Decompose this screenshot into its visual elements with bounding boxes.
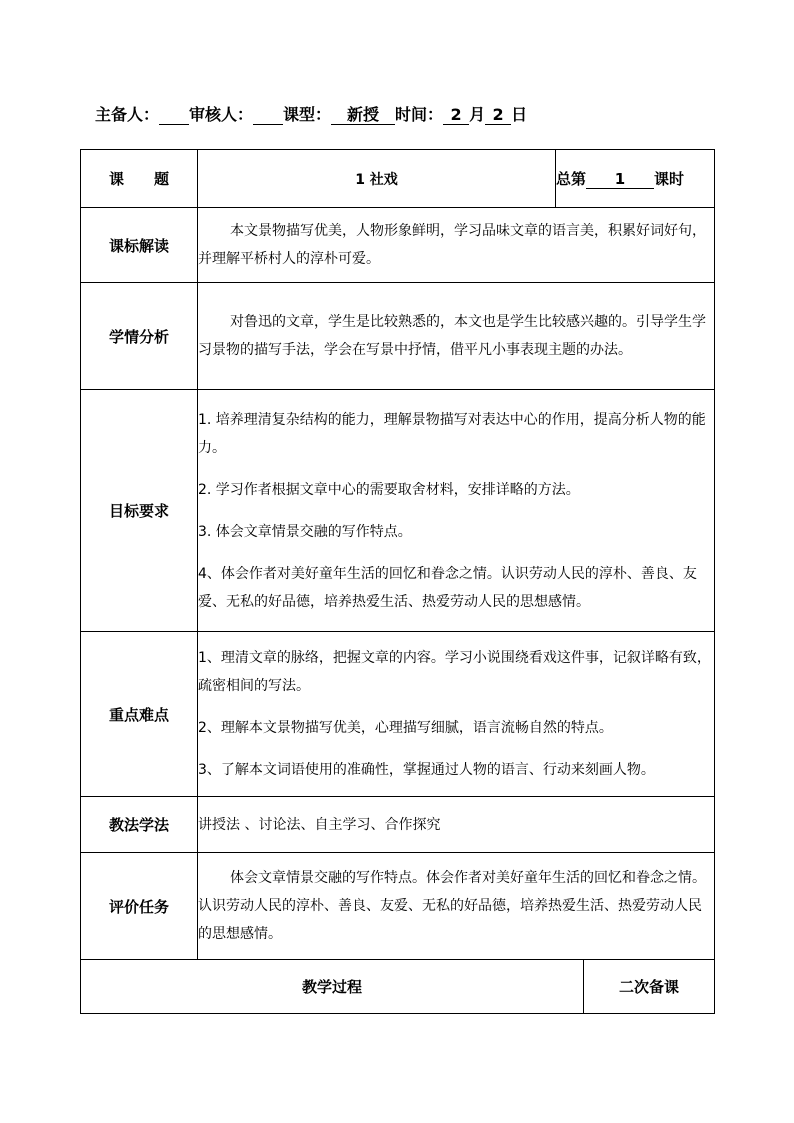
lesson-type-value: 新授 (331, 106, 395, 125)
row-content (198, 283, 715, 390)
second-prep-label: 二次备课 (584, 960, 715, 1014)
row-content (198, 208, 715, 283)
table-row (81, 208, 715, 283)
paragraph: 4、体会作者对美好童年生活的回忆和眷念之情。认识劳动人民的淳朴、善良、友爱、无私的好品德，培养热爱生活、热爱劳动人民的思想感情。 (198, 565, 697, 610)
paragraph: 1、理清文章的脉络，把握文章的内容。学习小说围绕看戏这件事，记叙详略有致，疏密相间的写法。 (198, 650, 711, 694)
lesson-header (95, 102, 527, 125)
table-row (81, 853, 715, 960)
process-row (81, 960, 715, 1014)
row-content (198, 632, 715, 797)
total-lesson-number: 1 (586, 170, 654, 189)
paragraph: 体会文章情景交融的写作特点。体会作者对美好童年生活的回忆和眷念之情。认识劳动人民的淳朴、善良、友爱、无私的好品德，培养热爱生活、热爱劳动人民的思想感情。 (198, 870, 706, 942)
row-content (198, 797, 715, 853)
total-lesson-cell (556, 150, 715, 208)
paragraph: 讲授法 、讨论法、自主学习、合作探究 (198, 816, 441, 833)
reviewer-label: 审核人： (189, 105, 254, 124)
row-label: 学情分析 (81, 283, 198, 390)
total-suffix: 课时 (654, 170, 685, 188)
day-value: 2 (485, 106, 511, 125)
lesson-plan-table (80, 149, 715, 1014)
topic-value: 1 社戏 (198, 150, 556, 208)
row-label: 目标要求 (81, 390, 198, 632)
paragraph: 2. 学习作者根据文章中心的需要取舍材料，安排详略的方法。 (198, 481, 580, 498)
reviewer-blank (253, 106, 283, 125)
topic-row (81, 150, 715, 208)
topic-label: 课 题 (81, 150, 198, 208)
month-unit: 月 (469, 105, 486, 124)
table-row (81, 797, 715, 853)
row-label: 教法学法 (81, 797, 198, 853)
table-row (81, 283, 715, 390)
row-label: 重点难点 (81, 632, 198, 797)
teaching-process-label: 教学过程 (81, 960, 584, 1014)
row-label: 评价任务 (81, 853, 198, 960)
time-label: 时间： (395, 105, 444, 124)
paragraph: 3、了解本文词语使用的准确性，掌握通过人物的语言、行动来刻画人物。 (198, 762, 655, 778)
preparer-label: 主备人： (95, 105, 160, 124)
paragraph: 本文景物描写优美，人物形象鲜明，学习品味文章的语言美，积累好词好句，并理解平桥村人的淳朴可爱。 (198, 223, 706, 267)
row-content (198, 390, 715, 632)
paragraph: 对鲁迅的文章，学生是比较熟悉的，本文也是学生比较感兴趣的。引导学生学习景物的描写手法，学会在写景中抒情，借平凡小事表现主题的办法。 (198, 314, 706, 358)
total-prefix: 总第 (556, 170, 587, 188)
month-value: 2 (443, 106, 469, 125)
table-row (81, 632, 715, 797)
paragraph: 1. 培养理清复杂结构的能力，理解景物描写对表达中心的作用，提高分析人物的能力。 (198, 411, 706, 456)
lesson-type-label: 课型： (283, 105, 332, 124)
preparer-blank (159, 106, 189, 125)
paragraph: 2、理解本文景物描写优美，心理描写细腻，语言流畅自然的特点。 (198, 720, 613, 736)
table-row (81, 390, 715, 632)
row-content (198, 853, 715, 960)
paragraph: 3. 体会文章情景交融的写作特点。 (198, 523, 412, 540)
row-label: 课标解读 (81, 208, 198, 283)
day-unit: 日 (511, 105, 528, 124)
